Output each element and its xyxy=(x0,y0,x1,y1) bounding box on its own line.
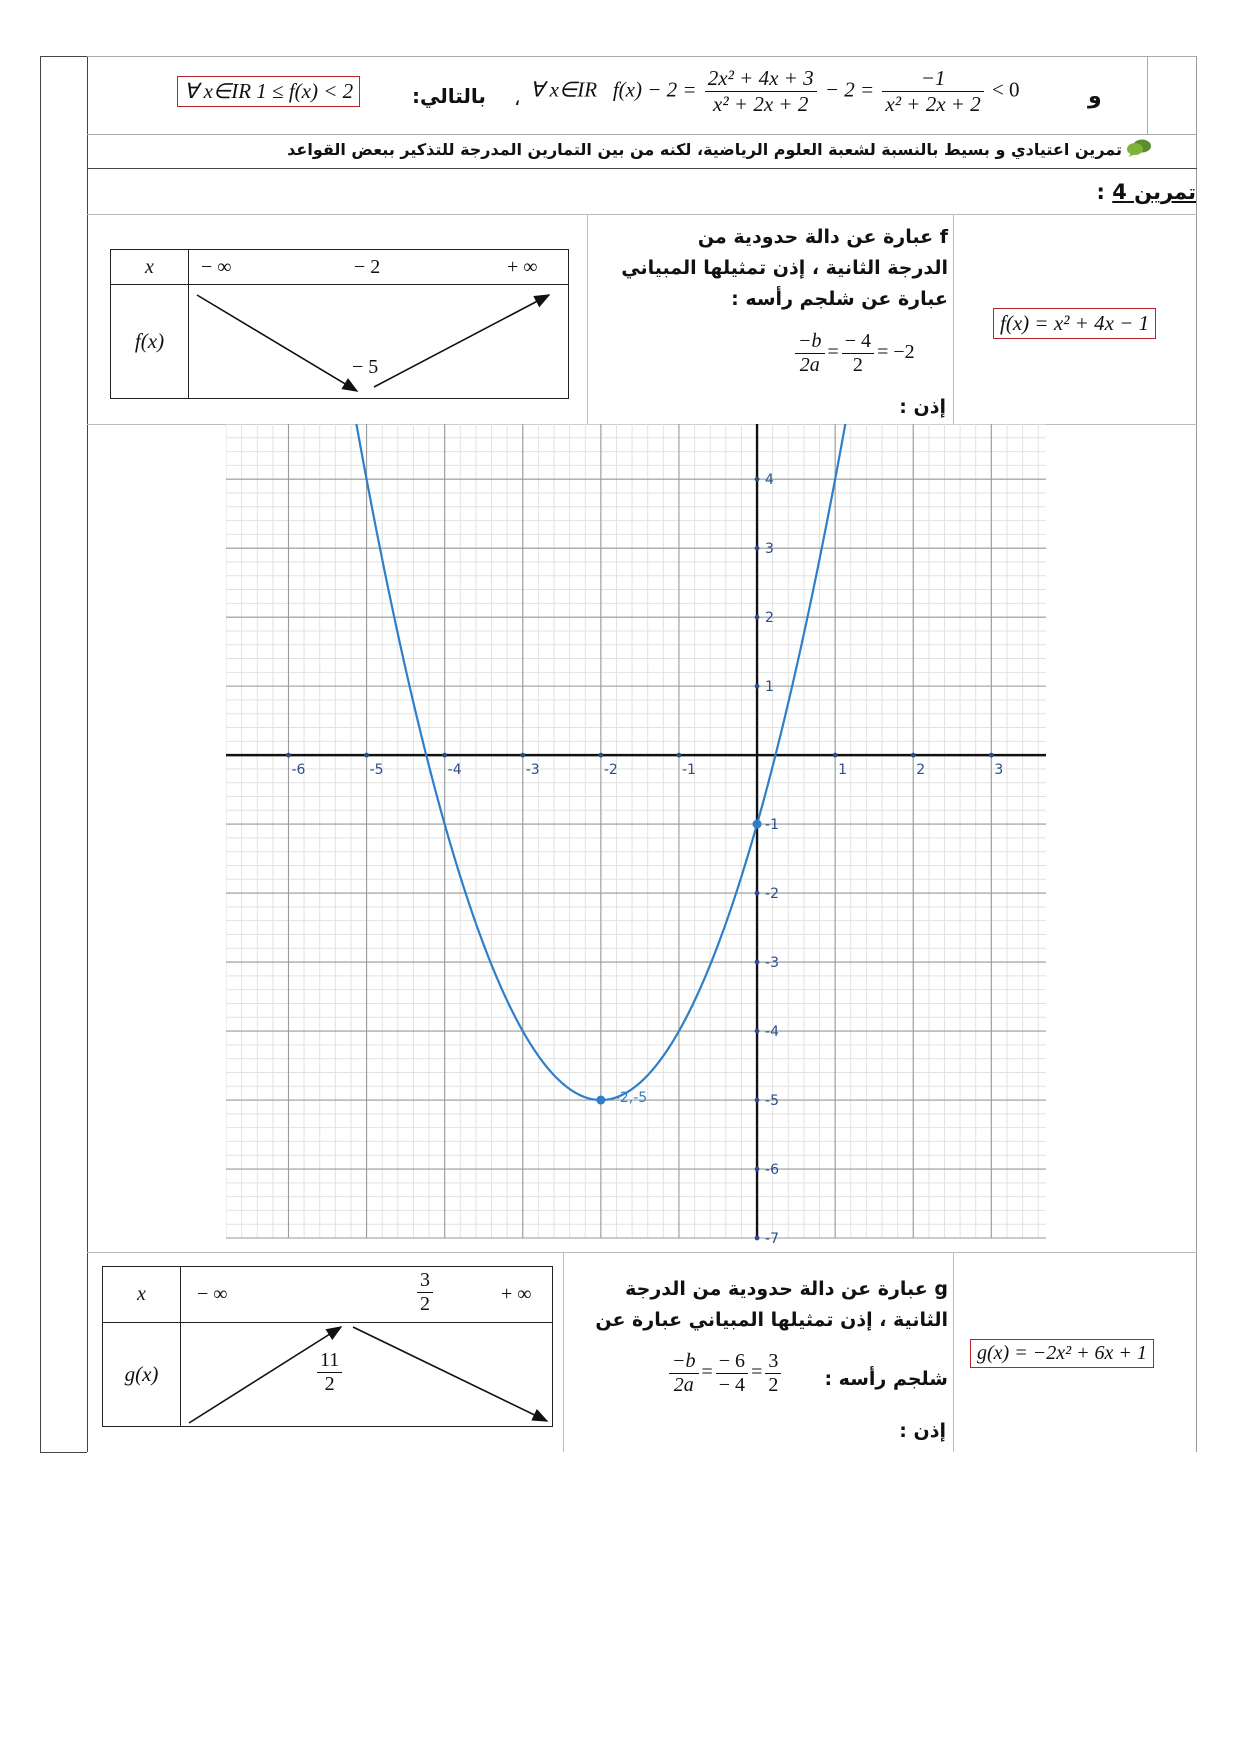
y-tick-label: -2 xyxy=(765,886,780,903)
title-bottom xyxy=(87,214,1197,215)
g-table-x-row xyxy=(181,1267,553,1323)
x-tick-mark xyxy=(911,753,916,758)
fraction-1-numerator: 2x² + 4x + 3 xyxy=(705,66,817,92)
x-tick-label: -3 xyxy=(525,762,540,779)
f-table-min-value: − 5 xyxy=(352,356,379,378)
g-table-x-header: x xyxy=(103,1267,181,1323)
g-vertex-frac-3-num: 3 xyxy=(765,1350,781,1374)
parabola-graph xyxy=(226,424,1066,1252)
y-tick-mark xyxy=(755,546,760,551)
graph-bottom xyxy=(87,1252,1197,1253)
y-tick-mark xyxy=(755,1236,760,1241)
y-tick-mark xyxy=(755,1098,760,1103)
frame-right xyxy=(1196,56,1197,1452)
f-idhan: إذن : xyxy=(899,396,946,418)
x-tick-mark xyxy=(286,753,291,758)
f-variation-arrows xyxy=(189,285,569,399)
row1-equation xyxy=(530,66,1020,117)
y-tick-label: -6 xyxy=(765,1162,780,1179)
x-tick-mark xyxy=(677,753,682,758)
g-table-g-row xyxy=(181,1323,553,1427)
fraction-2-numerator: −1 xyxy=(882,66,983,92)
f-vertex-frac-1 xyxy=(795,330,825,377)
y-tick-label: -5 xyxy=(765,1093,780,1110)
conclusion-box: ∀ x∈IR 1 ≤ f(x) < 2 xyxy=(177,76,360,107)
f-table-f-row xyxy=(189,285,569,399)
f-explanation-line-1: f عبارة عن دالة حدودية من xyxy=(697,226,948,248)
y-tick-mark xyxy=(755,1167,760,1172)
g-explanation-line-3: شلجم رأسه : xyxy=(824,1368,948,1390)
g-variation-table xyxy=(102,1266,553,1427)
x-tick-label: 2 xyxy=(916,762,926,779)
f-vertex-frac-2-num: − 4 xyxy=(842,330,874,354)
x-tick-label: 1 xyxy=(838,762,848,779)
f-increasing-arrow xyxy=(374,295,549,387)
y-tick-mark xyxy=(755,1029,760,1034)
note-bottom xyxy=(87,168,1197,169)
partf-divider-2 xyxy=(953,214,954,424)
fraction-2 xyxy=(882,66,983,117)
y-tick-label: 2 xyxy=(765,610,774,627)
g-table-g-header: g(x) xyxy=(103,1323,181,1427)
f-function-box: f(x) = x² + 4x − 1 xyxy=(993,308,1156,339)
y-tick-mark xyxy=(755,615,760,620)
g-vertex-formula: $\frac{-b}{2a}$ = $\frac{- 6}{- 4}$ = $\frac{3}{2}$ xyxy=(666,1350,784,1397)
exercise-title-row xyxy=(1097,180,1196,204)
g-vertex-frac-1-num: −b xyxy=(669,1350,699,1374)
g-table-x-vertex xyxy=(417,1269,433,1316)
g-decreasing-arrow xyxy=(353,1327,547,1421)
f-variation-table xyxy=(110,249,569,399)
f-table-x-header: x xyxy=(111,250,189,285)
forall-expr: ∀ x∈IR xyxy=(530,77,598,102)
x-tick-label: -6 xyxy=(291,762,306,779)
y-tick-mark xyxy=(755,684,760,689)
partg-divider-2 xyxy=(953,1252,954,1452)
x-tick-mark xyxy=(364,753,369,758)
f-table-f-header: f(x) xyxy=(111,285,189,399)
f-vertex-frac-2-den: 2 xyxy=(852,354,863,376)
y-tick-label: -7 xyxy=(765,1231,780,1247)
g-table-x-minus-inf: − ∞ xyxy=(197,1283,228,1305)
g-table-x-vertex-den: 2 xyxy=(420,1293,430,1315)
g-table-max-num: 11 xyxy=(317,1349,342,1373)
g-vertex-frac-3-den: 2 xyxy=(768,1374,779,1396)
x-tick-label: -5 xyxy=(369,762,384,779)
fraction-2-denominator: x² + 2x + 2 xyxy=(885,92,981,116)
f-table-x-minus-inf: − ∞ xyxy=(201,256,232,278)
x-tick-label: 3 xyxy=(994,762,1004,779)
g-vertex-frac-1 xyxy=(669,1350,699,1397)
row1-right-inner xyxy=(1147,56,1148,134)
g-vertex-frac-1-den: 2a xyxy=(673,1374,694,1396)
y-tick-label: 3 xyxy=(765,541,774,558)
partf-divider-1 xyxy=(587,214,588,424)
x-tick-mark xyxy=(833,753,838,758)
f-vertex-formula: $\frac{-b}{2a}$ = $\frac{- 4}{2}$ = −2 xyxy=(792,330,915,377)
frame-top xyxy=(40,56,87,57)
g-vertex-frac-2-den: − 4 xyxy=(718,1374,746,1396)
minus-two: − 2 = xyxy=(824,77,875,102)
g-explanation-line-1: g عبارة عن دالة حدودية من الدرجة xyxy=(625,1278,948,1300)
y-tick-label: -3 xyxy=(765,955,780,972)
f-table-x-row xyxy=(189,250,569,285)
f-explanation-line-2: الدرجة الثانية ، إذن تمثيلها المبياني xyxy=(621,257,948,279)
x-tick-mark xyxy=(989,753,994,758)
f-vertex-frac-1-num: −b xyxy=(795,330,825,354)
f-explanation xyxy=(621,222,948,315)
g-table-x-vertex-num: 3 xyxy=(417,1269,433,1293)
f-vertex-result: = −2 xyxy=(877,341,915,364)
g-explanation-line-2: الثانية ، إذن تمثيلها المبياني عبارة عن xyxy=(595,1309,948,1331)
x-tick-mark xyxy=(520,753,525,758)
y-tick-mark xyxy=(755,891,760,896)
vertex-label: -2,-5 xyxy=(614,1090,648,1107)
y-tick-label: -1 xyxy=(765,817,780,834)
g-vertex-frac-2-num: − 6 xyxy=(716,1350,748,1374)
x-tick-mark xyxy=(598,753,603,758)
x-tick-label: -2 xyxy=(603,762,618,779)
f-minus-two: f(x) − 2 = xyxy=(612,77,697,102)
exercise-colon: : xyxy=(1096,180,1105,204)
g-vertex-frac-2 xyxy=(716,1350,748,1397)
exercise-title: تمرين 4 xyxy=(1112,180,1196,204)
g-table-max-den: 2 xyxy=(324,1373,335,1395)
g-variation-arrows xyxy=(181,1323,557,1427)
y-tick-mark xyxy=(755,960,760,965)
fraction-1-denominator: x² + 2x + 2 xyxy=(713,92,809,116)
g-idhan: إذن : xyxy=(899,1420,946,1442)
x-tick-label: -1 xyxy=(681,762,696,779)
row1-top xyxy=(87,56,1197,57)
margin-column-left xyxy=(87,56,88,1452)
therefore-label: بالتالي: xyxy=(412,84,486,108)
chat-bubbles-icon xyxy=(1126,138,1152,158)
partg-divider-1 xyxy=(563,1252,564,1452)
f-table-x-plus-inf: + ∞ xyxy=(507,256,538,278)
frame-left xyxy=(40,56,41,1452)
lt-zero: < 0 xyxy=(991,77,1020,102)
y-tick-mark xyxy=(755,477,760,482)
wa-conjunction: و xyxy=(1088,84,1102,109)
x-tick-mark xyxy=(442,753,447,758)
f-table-x-vertex: − 2 xyxy=(354,256,381,278)
y-tick-label: 1 xyxy=(765,679,774,696)
g-explanation xyxy=(595,1274,948,1336)
frame-bottom-left xyxy=(40,1452,87,1453)
y-tick-label: -4 xyxy=(765,1024,780,1041)
row1-bottom xyxy=(87,134,1197,135)
y-tick-label: 4 xyxy=(765,472,774,489)
note-text: تمرين اعتيادي و بسيط بالنسبة لشعبة العلوم الرياضية، لكنه من بين التمارين المدرجة للتذكير ببعض القواعد xyxy=(287,140,1122,159)
f-vertex-frac-1-den: 2a xyxy=(799,354,820,376)
x-tick-label: -4 xyxy=(447,762,462,779)
highlighted-point xyxy=(596,1096,605,1105)
f-explanation-line-3: عبارة عن شلجم رأسه : xyxy=(731,288,948,310)
f-vertex-frac-2 xyxy=(842,330,874,377)
g-table-max-value xyxy=(317,1349,342,1396)
highlighted-point xyxy=(753,820,762,829)
g-vertex-frac-3 xyxy=(765,1350,781,1397)
f-decreasing-arrow xyxy=(197,295,357,391)
g-table-x-plus-inf: + ∞ xyxy=(501,1283,532,1305)
comma-separator: ، xyxy=(514,86,521,110)
fraction-1 xyxy=(705,66,817,117)
g-function-box: g(x) = −2x² + 6x + 1 xyxy=(970,1339,1154,1368)
